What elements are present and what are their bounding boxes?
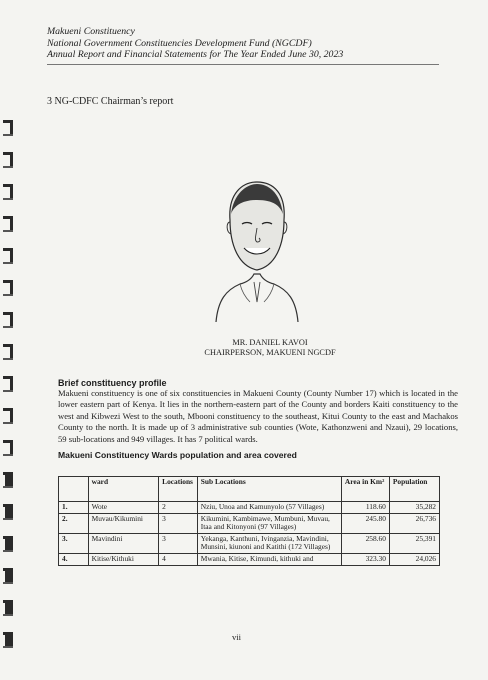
header-ward: ward <box>88 477 159 502</box>
section-title: 3 NG-CDFC Chairman’s report <box>47 96 174 107</box>
table-header-row <box>59 477 440 502</box>
page-number: vii <box>232 632 242 642</box>
table-title: Makueni Constituency Wards population and area covered <box>58 450 297 460</box>
spiral-binding <box>0 120 22 680</box>
cell-ward: Mavindini <box>88 533 159 553</box>
profile-heading: Brief constituency profile <box>58 378 167 388</box>
cell-no: 1. <box>59 502 89 514</box>
binding-ring <box>3 152 13 168</box>
header-locations: Locations <box>159 477 198 502</box>
binding-ring <box>3 440 13 456</box>
binding-ring <box>3 568 13 584</box>
header-line-3: Annual Report and Financial Statements for The Year Ended June 30, 2023 <box>47 49 344 60</box>
cell-population: 25,391 <box>389 533 439 553</box>
binding-ring <box>3 312 13 328</box>
binding-ring <box>3 376 13 392</box>
header-line-1: Makueni Constituency <box>47 26 135 37</box>
cell-area: 245.80 <box>341 513 389 533</box>
cell-locations: 3 <box>159 513 198 533</box>
binding-ring <box>3 184 13 200</box>
cell-area: 323.30 <box>341 553 389 565</box>
header-sub-locations: Sub Locations <box>197 477 341 502</box>
table-row <box>59 533 440 553</box>
cell-sub-locations: Mwania, Kitise, Kimundi, kithuki and <box>197 553 341 565</box>
binding-ring <box>3 632 13 648</box>
binding-ring <box>3 120 13 136</box>
binding-ring <box>3 216 13 232</box>
binding-ring <box>3 248 13 264</box>
cell-sub-locations: Kikumini, Kambimawe, Mumbuni, Muvau, Itaa and Kitonyoni (97 Villages) <box>197 513 341 533</box>
cell-population: 26,736 <box>389 513 439 533</box>
page-header <box>47 26 343 61</box>
binding-ring <box>3 504 13 520</box>
chairman-role: CHAIRPERSON, MAKUENI NGCDF <box>204 348 336 357</box>
table-row <box>59 502 440 514</box>
cell-sub-locations: Yekanga, Kanthuni, Ivinganzia, Mavindini, Munsini, kiunoni and Katithi (172 Villages) <box>197 533 341 553</box>
header-line-2: National Government Constituencies Development Fund (NGCDF) <box>47 37 312 49</box>
portrait-caption <box>170 338 370 358</box>
wards-table <box>58 476 440 566</box>
cell-ward: Muvau/Kikumini <box>88 513 159 533</box>
binding-ring <box>3 472 13 488</box>
header-divider <box>47 64 439 65</box>
binding-ring <box>3 600 13 616</box>
cell-area: 258.60 <box>341 533 389 553</box>
header-population: Population <box>389 477 439 502</box>
chairman-name: MR. DANIEL KAVOI <box>232 338 308 347</box>
table-row <box>59 553 440 565</box>
cell-no: 2. <box>59 513 89 533</box>
cell-population: 24,026 <box>389 553 439 565</box>
cell-locations: 3 <box>159 533 198 553</box>
cell-population: 35,282 <box>389 502 439 514</box>
binding-ring <box>3 536 13 552</box>
header-no <box>59 477 89 502</box>
cell-ward: Wote <box>88 502 159 514</box>
cell-no: 3. <box>59 533 89 553</box>
profile-paragraph: Makueni constituency is one of six constituencies in Makueni County (County Number 17) which is located in the lower eastern part of Kenya. It lies in the northern-eastern part of the County and borders Kaiti constituency to the west and Kibwezi West to the south, Mbooni constituency to the southeast, Kitui County to the east and Machakos County to the north. It is made up of 3 administrative sub counties (Wote, Kathonzweni and Nzaui), 29 locations, 59 sub-locations and 949 villages. It has 7 political wards. <box>58 388 458 444</box>
binding-ring <box>3 280 13 296</box>
cell-locations: 4 <box>159 553 198 565</box>
cell-locations: 2 <box>159 502 198 514</box>
cell-ward: Kitise/Kithuki <box>88 553 159 565</box>
cell-no: 4. <box>59 553 89 565</box>
binding-ring <box>3 408 13 424</box>
header-area: Area in Km² <box>341 477 389 502</box>
cell-area: 118.60 <box>341 502 389 514</box>
table-row <box>59 513 440 533</box>
cell-sub-locations: Nziu, Unoa and Kamunyolo (57 Villages) <box>197 502 341 514</box>
binding-ring <box>3 344 13 360</box>
chairman-portrait <box>196 172 318 322</box>
